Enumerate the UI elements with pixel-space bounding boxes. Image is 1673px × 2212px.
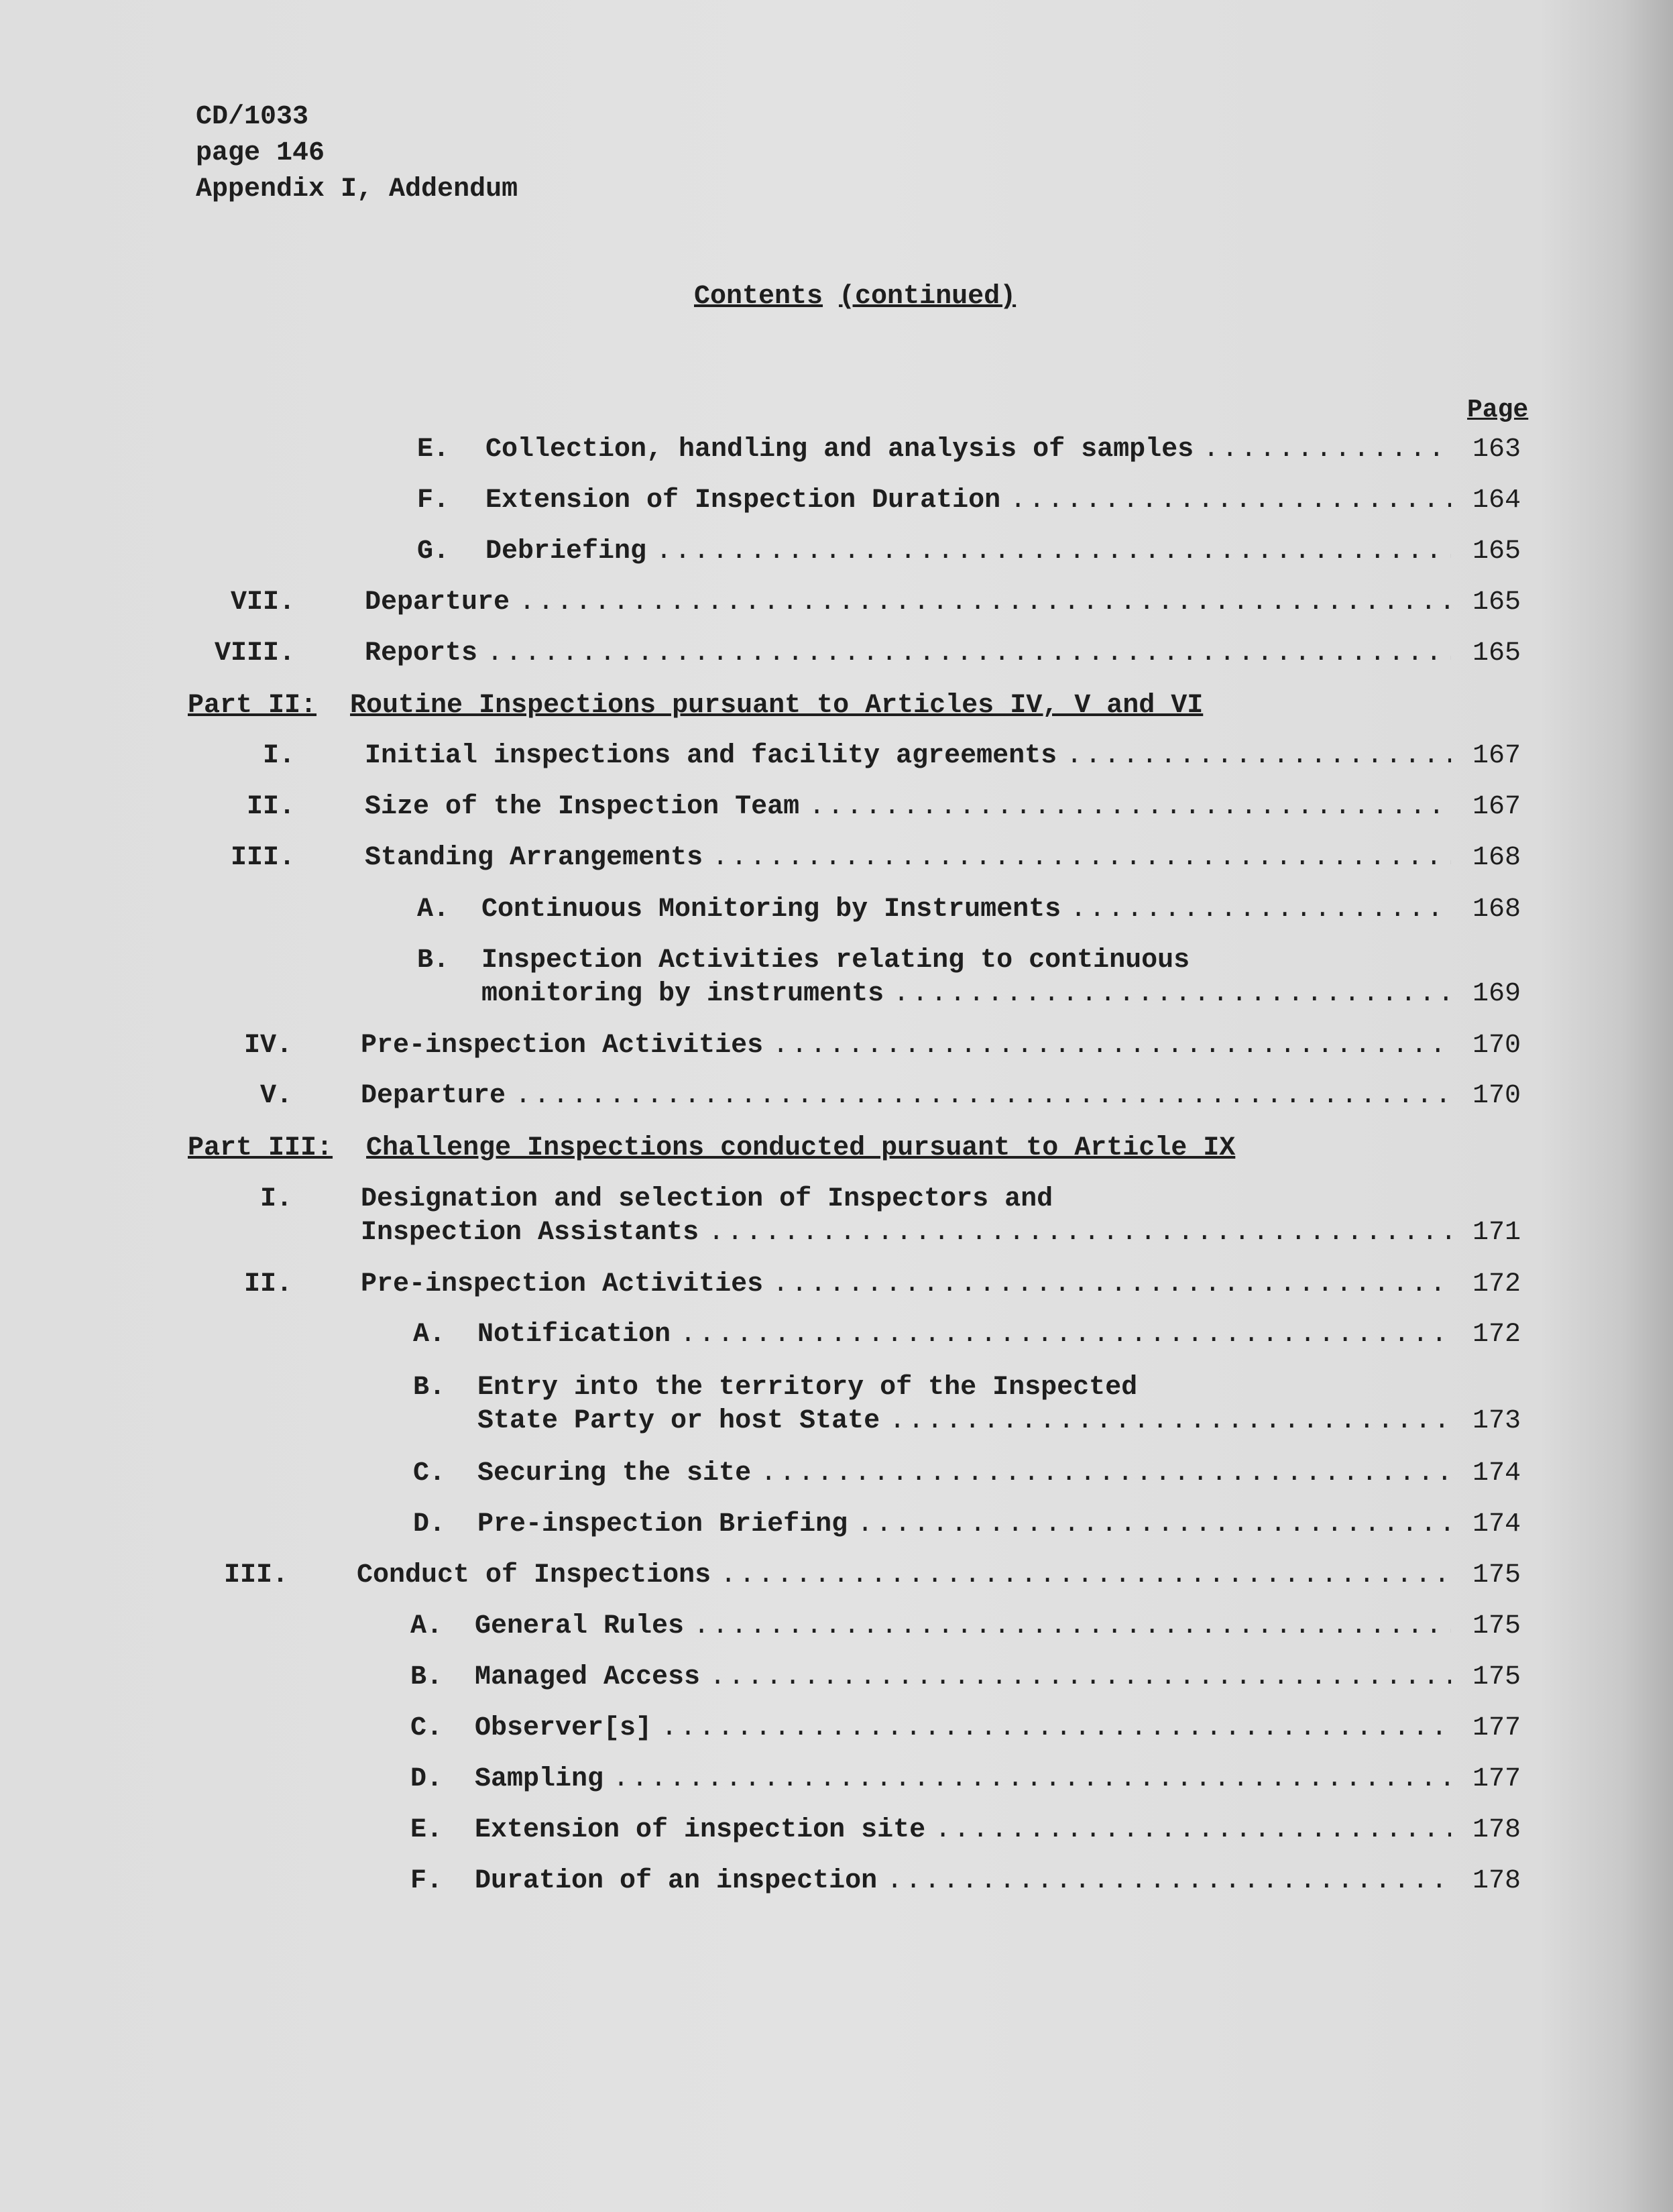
contents-title-main: Contents (694, 282, 823, 312)
toc-entry-page: 172 (1472, 1320, 1521, 1350)
part-title: Challenge Inspections conducted pursuant to Article IX (366, 1133, 1236, 1163)
dot-leader (809, 792, 1451, 822)
dot-leader (712, 843, 1451, 873)
toc-entry-number: D. (412, 1509, 445, 1539)
toc-entry-title: Pre-inspection Briefing (477, 1509, 848, 1539)
toc-entry-title: Observer[s] (475, 1713, 652, 1743)
dot-leader (487, 638, 1451, 668)
toc-entry-page: 172 (1472, 1269, 1521, 1299)
toc-entry-title: Departure (365, 587, 510, 618)
toc-entry-title: Initial inspections and facility agreements (365, 741, 1057, 771)
dot-leader (656, 536, 1451, 567)
page-number: page 146 (196, 138, 325, 168)
toc-entry-page: 165 (1472, 536, 1521, 567)
toc-entry-number: IV. (243, 1031, 292, 1061)
toc-entry-page: 170 (1472, 1081, 1521, 1111)
toc-entry-title: Securing the site (477, 1458, 752, 1489)
toc-entry-page: 175 (1472, 1662, 1521, 1692)
toc-entry-page: 177 (1472, 1764, 1521, 1794)
contents-title-sub: (continued) (839, 282, 1017, 312)
toc-entry-page: 174 (1472, 1509, 1521, 1539)
toc-entry-title: Debriefing (485, 536, 647, 567)
toc-entry-page: 173 (1472, 1406, 1521, 1436)
toc-entry-title-continued: State Party or host State (477, 1406, 880, 1436)
toc-entry-number: I. (262, 741, 295, 771)
toc-entry-title: Collection, handling and analysis of samples (485, 434, 1194, 465)
toc-entry-page: 174 (1472, 1458, 1521, 1489)
contents-title (694, 282, 1016, 312)
toc-entry-title: Extension of inspection site (475, 1815, 926, 1845)
toc-entry-page: 167 (1472, 741, 1521, 771)
toc-entry-number: A. (412, 1320, 445, 1350)
toc-entry-page: 168 (1472, 843, 1521, 873)
toc-entry-title-continued: Inspection Assistants (361, 1218, 699, 1248)
toc-entry-title: Pre-inspection Activities (361, 1031, 764, 1061)
page-column-label: Page (1467, 396, 1529, 424)
toc-entry-number: VIII. (214, 638, 295, 668)
toc-entry-number: III. (230, 843, 295, 873)
toc-entry-number: A. (416, 894, 449, 925)
toc-entry-page: 168 (1472, 894, 1521, 925)
toc-entry-title: Size of the Inspection Team (365, 792, 800, 822)
part-heading (188, 691, 1203, 721)
dot-leader (760, 1458, 1451, 1489)
dot-leader (772, 1031, 1451, 1061)
toc-entry-number: I. (259, 1184, 292, 1214)
toc-entry-title: Duration of an inspection (475, 1866, 878, 1896)
toc-entry-title: Standing Arrangements (365, 843, 703, 873)
dot-leader (709, 1662, 1451, 1692)
dot-leader (720, 1560, 1451, 1590)
toc-entry-title: Extension of Inspection Duration (485, 485, 1001, 516)
dot-leader (889, 1406, 1451, 1436)
dot-leader (661, 1713, 1451, 1743)
toc-entry-number: D. (410, 1764, 443, 1794)
toc-entry-number: VII. (230, 587, 295, 618)
toc-entry-number: C. (410, 1713, 443, 1743)
toc-entry-number: B. (410, 1662, 443, 1692)
toc-entry-title: Continuous Monitoring by Instruments (481, 894, 1061, 925)
dot-leader (1203, 434, 1451, 465)
toc-entry-title-continued: monitoring by instruments (481, 979, 884, 1009)
toc-entry-title: Sampling (475, 1764, 604, 1794)
toc-entry-number: F. (416, 485, 449, 516)
toc-entry-title: Conduct of Inspections (357, 1560, 711, 1590)
toc-entry-page: 165 (1472, 638, 1521, 668)
dot-leader (886, 1866, 1451, 1896)
toc-entry-page: 170 (1472, 1031, 1521, 1061)
toc-entry-number: G. (416, 536, 449, 567)
toc-entry-number: B. (412, 1373, 445, 1403)
toc-entry-page: 165 (1472, 587, 1521, 618)
toc-entry-number: F. (410, 1866, 443, 1896)
part-label: Part II: (188, 691, 317, 721)
appendix-label: Appendix I, Addendum (196, 174, 518, 205)
dot-leader (613, 1764, 1451, 1794)
dot-leader (515, 1081, 1451, 1111)
toc-entry-number: A. (410, 1611, 443, 1641)
toc-entry-number: II. (243, 1269, 292, 1299)
toc-entry-title: Notification (477, 1320, 671, 1350)
toc-entry-title: Designation and selection of Inspectors and (361, 1184, 1053, 1214)
dot-leader (935, 1815, 1451, 1845)
toc-entry-number: B. (416, 945, 449, 976)
toc-entry-number: V. (259, 1081, 292, 1111)
toc-entry-page: 169 (1472, 979, 1521, 1009)
document-header (196, 99, 518, 208)
dot-leader (708, 1218, 1451, 1248)
document-id: CD/1033 (196, 102, 309, 132)
toc-entry-page: 163 (1472, 434, 1521, 465)
toc-entry-number: III. (223, 1560, 288, 1590)
dot-leader (1066, 741, 1451, 771)
dot-leader (1070, 894, 1451, 925)
toc-entry-page: 164 (1472, 485, 1521, 516)
toc-entry-title: Pre-inspection Activities (361, 1269, 764, 1299)
toc-entry-number: C. (412, 1458, 445, 1489)
toc-entry-number: E. (410, 1815, 443, 1845)
part-title: Routine Inspections pursuant to Articles IV, V and VI (350, 691, 1204, 721)
dot-leader (893, 979, 1451, 1009)
toc-entry-number: E. (416, 434, 449, 465)
part-heading (188, 1133, 1235, 1163)
dot-leader (772, 1269, 1451, 1299)
toc-entry-title: Departure (361, 1081, 506, 1111)
toc-entry-page: 175 (1472, 1611, 1521, 1641)
dot-leader (857, 1509, 1451, 1539)
toc-entry-page: 175 (1472, 1560, 1521, 1590)
toc-entry-title: Entry into the territory of the Inspected (477, 1373, 1138, 1403)
dot-leader (680, 1320, 1451, 1350)
toc-entry-page: 178 (1472, 1815, 1521, 1845)
toc-entry-title: Managed Access (475, 1662, 701, 1692)
dot-leader (519, 587, 1451, 618)
toc-entry-number: II. (246, 792, 295, 822)
toc-entry-page: 171 (1472, 1218, 1521, 1248)
toc-entry-title: General Rules (475, 1611, 685, 1641)
toc-entry-page: 178 (1472, 1866, 1521, 1896)
toc-entry-title: Inspection Activities relating to continuous (481, 945, 1190, 976)
part-label: Part III: (188, 1133, 333, 1163)
dot-leader (693, 1611, 1451, 1641)
toc-entry-page: 177 (1472, 1713, 1521, 1743)
toc-entry-title: Reports (365, 638, 478, 668)
dot-leader (1010, 485, 1451, 516)
toc-entry-page: 167 (1472, 792, 1521, 822)
